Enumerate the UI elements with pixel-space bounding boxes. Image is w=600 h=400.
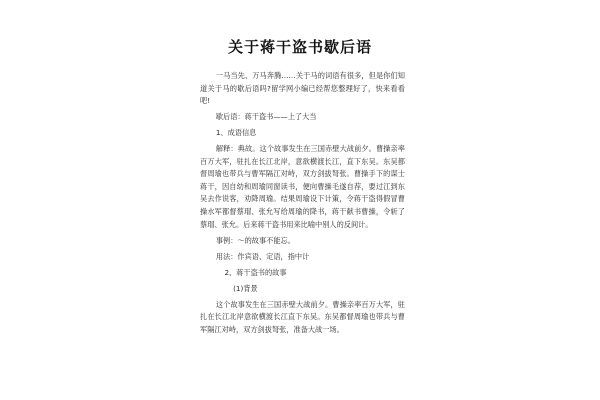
document-title: 关于蒋干盗书歇后语 (227, 38, 372, 56)
xiehouyu-entry: 歇后语：蒋干盗书——上了大当 (215, 112, 317, 122)
document-body (200, 70, 405, 336)
background-paragraph: 这个故事发生在三国赤壁大战前夕。曹操亲率百万大军，驻扎在长江北岸意欲横渡长江直下东吴。东吴都督周瑜也带兵与曹军隔江对峙，双方剑拔弩张，准备大战一场。 (200, 299, 405, 334)
intro-paragraph: 一马当先、万马奔腾……关于马的词语有很多，但是你们知道关于马的歇后语吗?留学网小编已经帮您整理好了，快来看看吧! (200, 71, 405, 106)
subsection-heading-background: (1)背景 (233, 283, 258, 293)
section-heading-idiom-info: 1、成语信息 (215, 128, 257, 138)
example-paragraph: 事例：～的故事不能忘。 (215, 235, 295, 245)
usage-paragraph: 用法：作宾语、定语，指中计 (215, 251, 310, 261)
section-heading-story: 2、蒋干盗书的故事 (224, 267, 287, 277)
explanation-paragraph: 解释：典故。这个故事发生在三国赤壁大战前夕。曹操亲率百万大军，驻扎在长江北岸，意欲横渡长江，直下东吴。东吴都督周瑜也带兵与曹军隔江对峙，双方剑拔弩张。曹操手下的谋士蒋干，因自幼和周瑜同窗读书，便向曹操毛遂自荐，要过江到东吴去作说客，劝降周瑜。结果周瑜设下计策，令蒋干盗得假冒曹操水军都督蔡瑁、张允写给周瑜的降书，蒋干献书曹操，令斩了蔡瑁、张允。后来蒋干盗书用来比喻中别人的反间计。 (200, 144, 405, 229)
